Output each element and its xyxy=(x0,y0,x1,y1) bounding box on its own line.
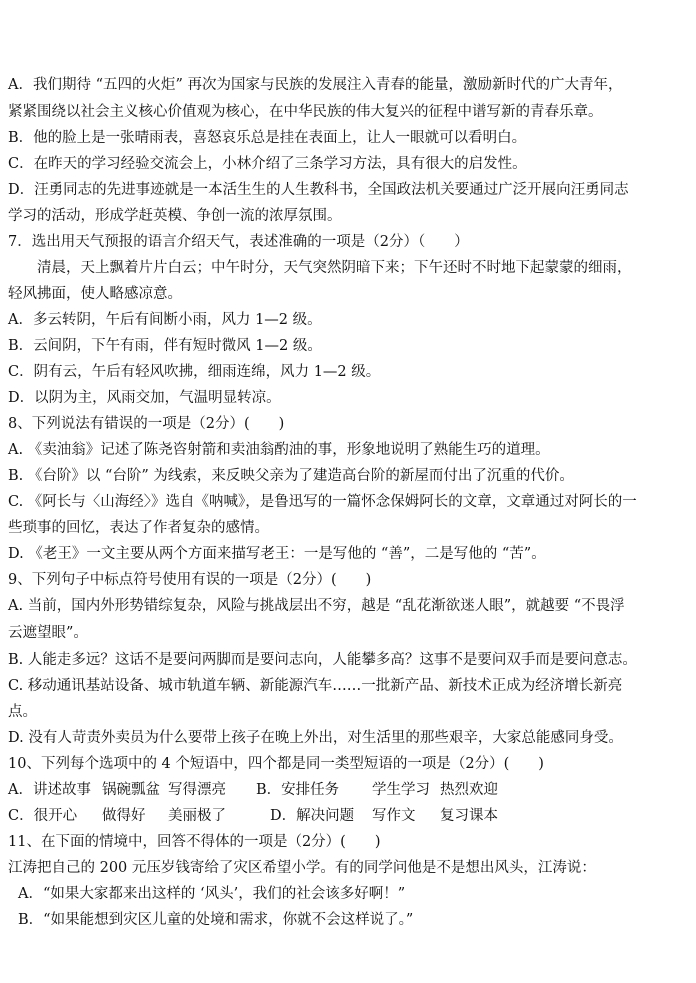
q10-option-c xyxy=(8,806,77,826)
q9-option-b: B. 人能走多远？这话不是要问两脚而是要问志向，人能攀多高？这事不是要问双手而是要问意志。 xyxy=(8,652,637,668)
q7-passage-line1: 清晨，天上飘着片片白云；中午时分，天气突然阴暗下来；下午还时不时地下起蒙蒙的细雨， xyxy=(8,260,632,276)
q10-option-b-item1: 学生学习 xyxy=(372,782,430,798)
q6-option-d-line2: 学习的活动，形成学赶英模、争创一流的浓厚氛围。 xyxy=(8,208,342,224)
q8-option-c-line2: 些琐事的回忆，表达了作者复杂的感情。 xyxy=(8,520,269,536)
q10-option-d-item2: 复习课本 xyxy=(440,808,498,824)
q8-option-c-line1: C. 《阿长与〈山海经〉》选自《呐喊》，是鲁迅写的一篇怀念保姆阿长的文章，文章通过对阿长的一 xyxy=(8,494,637,510)
q11-option-b: B．“如果能想到灾区儿童的处境和需求，你就不会这样说了。” xyxy=(18,912,414,928)
q6-option-d-line1: D．汪勇同志的先进事迹就是一本活生生的人生教科书，全国政法机关要通过广泛开展向汪勇同志 xyxy=(8,182,629,198)
q6-option-c: C．在昨天的学习经验交流会上，小林介绍了三条学习方法，具有很大的启发性。 xyxy=(8,156,527,172)
q8-option-a: A. 《卖油翁》记述了陈尧咨射箭和卖油翁酌油的事，形象地说明了熟能生巧的道理。 xyxy=(8,442,550,458)
q9-option-c-line2: 点。 xyxy=(8,704,37,720)
q10-option-c-label: C．很开心 xyxy=(8,808,78,824)
q6-option-a-line1: A．我们期待 “五四的火炬” 再次为国家与民族的发展注入青春的能量，激励新时代的广大青年， xyxy=(8,77,623,93)
q7-option-c: C．阴有云，午后有轻风吹拂，细雨连绵，风力 1—2 级。 xyxy=(8,364,381,380)
q10-option-d-item1: 写作文 xyxy=(372,808,416,824)
q9-option-c-line1: C. 移动通讯基站设备、城市轨道车辆、新能源汽车……一批新产品、新技术正成为经济增长新亮 xyxy=(8,678,623,694)
q6-option-b: B．他的脸上是一张晴雨表，喜怒哀乐总是挂在表面上，让人一眼就可以看明白。 xyxy=(8,130,527,146)
q11-option-a: A．“如果大家都来出这样的 ‘风头’，我们的社会该多好啊！” xyxy=(18,886,406,902)
q10-option-c-item2: 美丽极了 xyxy=(168,808,226,824)
q11-context: 江涛把自己的 200 元压岁钱寄给了灾区希望小学。有的同学问他是不是想出风头，江涛说： xyxy=(8,860,596,876)
q8-option-b: B. 《台阶》以 “台阶” 为线索，来反映父亲为了建造高台阶的新屋而付出了沉重的代价。 xyxy=(8,468,574,484)
q9-stem: 9、下列句子中标点符号使用有误的一项是（2分）( ) xyxy=(8,572,372,588)
q10-option-b xyxy=(256,780,339,800)
q7-option-b: B．云间阴，下午有雨，伴有短时微风 1—2 级。 xyxy=(8,338,322,354)
q7-stem: 7．选出用天气预报的语言介绍天气，表述准确的一项是（2分）（ ） xyxy=(8,234,469,250)
q10-option-b-item2: 热烈欢迎 xyxy=(440,782,498,798)
q10-stem: 10、下列每个选项中的 4 个短语中，四个都是同一类型短语的一项是（2分）( ) xyxy=(8,756,544,772)
q8-stem: 8、下列说法有错误的一项是（2分）( ) xyxy=(8,416,285,432)
q9-option-a-line2: 云遮望眼”。 xyxy=(8,625,88,641)
q10-option-c-item1: 做得好 xyxy=(102,808,146,824)
q10-option-d-label: D．解决问题 xyxy=(270,808,355,824)
q7-option-d: D．以阴为主，风雨交加，气温明显转凉。 xyxy=(8,390,281,406)
q11-stem: 11、在下面的情境中，回答不得体的一项是（2分）( ) xyxy=(8,834,381,850)
q10-option-d xyxy=(270,806,354,826)
q10-option-a-item2: 写得漂亮 xyxy=(168,782,226,798)
q7-option-a: A．多云转阴，午后有间断小雨，风力 1—2 级。 xyxy=(8,312,322,328)
q10-option-a-item1: 锅碗瓢盆 xyxy=(102,782,160,798)
q8-option-d: D. 《老王》一文主要从两个方面来描写老王：一是写他的 “善”，二是写他的 “苦”。 xyxy=(8,546,546,562)
q9-option-a-line1: A. 当前，国内外形势错综复杂，风险与挑战层出不穷，越是 “乱花渐欲迷人眼”，就越要 “不畏浮 xyxy=(8,598,625,614)
q9-option-d: D. 没有人苛责外卖员为什么要带上孩子在晚上外出，对生活里的那些艰辛，大家总能感同身受。 xyxy=(8,730,623,746)
q10-option-a-label: A．讲述故事 xyxy=(8,782,91,798)
q7-passage-line2: 轻风拂面，使人略感凉意。 xyxy=(8,286,182,302)
q6-option-a-line2: 紧紧围绕以社会主义核心价值观为核心，在中华民族的伟大复兴的征程中谱写新的青春乐章。 xyxy=(8,104,603,120)
q10-option-b-label: B．安排任务 xyxy=(256,782,340,798)
q10-option-a xyxy=(8,780,91,800)
